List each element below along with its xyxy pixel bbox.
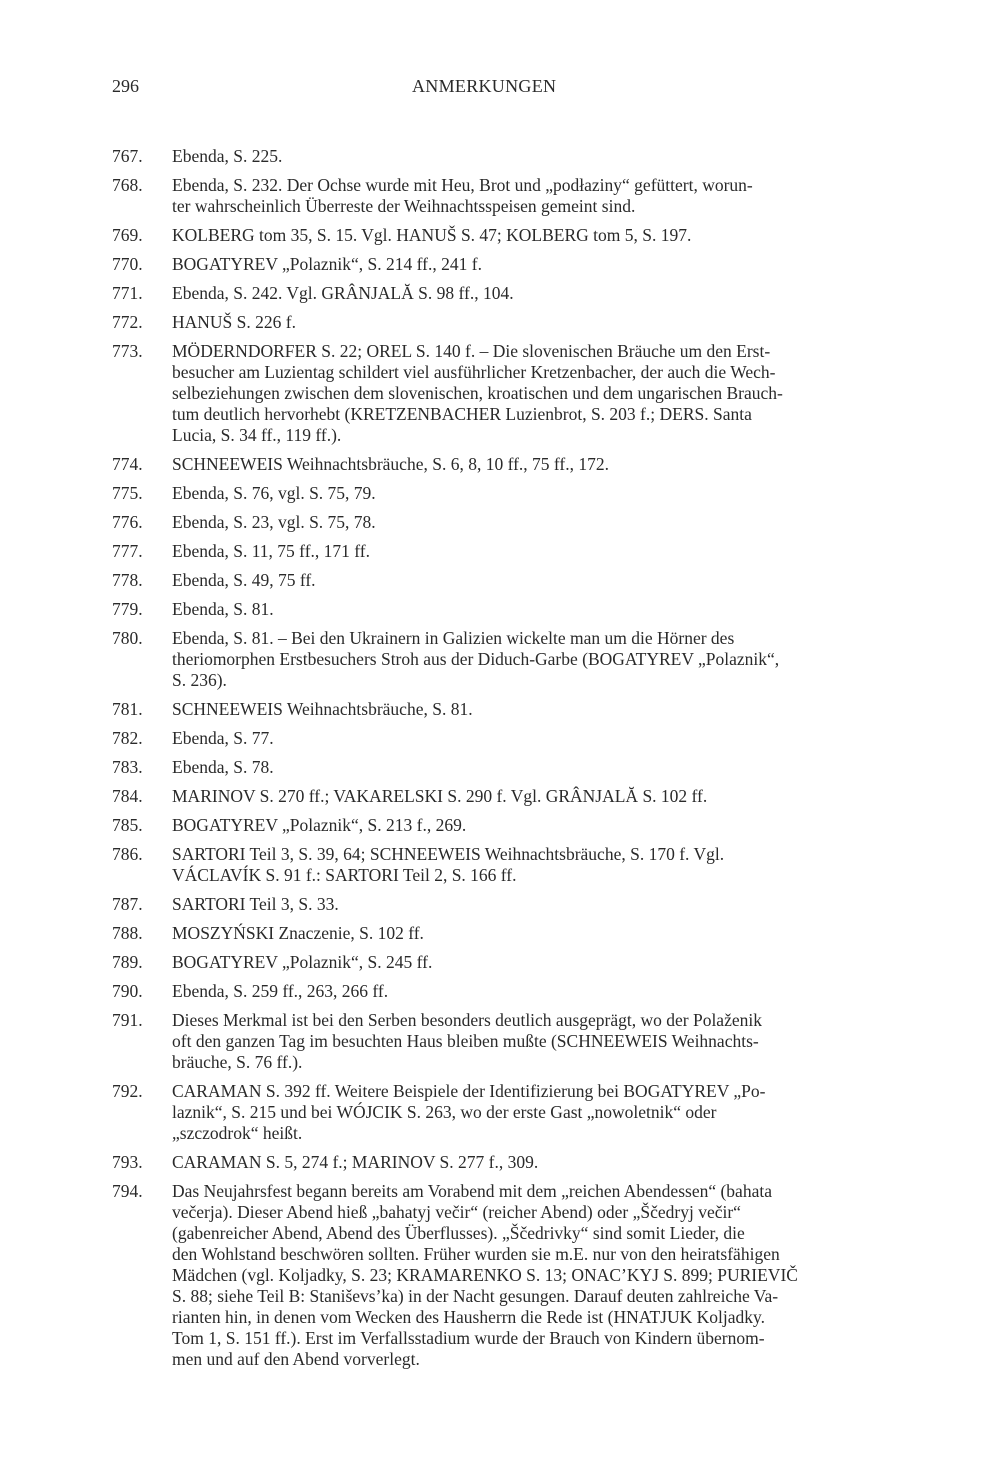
endnote-text-line: KOLBERG tom 35, S. 15. Vgl. HANUŠ S. 47; KOLBERG tom 5, S. 197.	[172, 225, 692, 245]
endnote-number: 769.	[112, 225, 143, 245]
endnote	[112, 1181, 902, 1370]
endnote-number: 773.	[112, 341, 143, 361]
endnote	[112, 254, 902, 275]
endnote	[112, 699, 902, 720]
endnote-text-line: Ebenda, S. 49, 75 ff.	[172, 570, 316, 590]
endnote-text-line: Ebenda, S. 76, vgl. S. 75, 79.	[172, 483, 376, 503]
endnote-text-line: SCHNEEWEIS Weihnachtsbräuche, S. 81.	[172, 699, 473, 719]
endnote	[112, 483, 902, 504]
endnote-number: 770.	[112, 254, 143, 274]
endnote	[112, 541, 902, 562]
endnote-number: 772.	[112, 312, 143, 332]
endnote-text-line: BOGATYREV „Polaznik“, S. 213 f., 269.	[172, 815, 467, 835]
endnote-number: 783.	[112, 757, 143, 777]
endnote-number: 794.	[112, 1181, 143, 1201]
endnote-text-line: den Wohlstand beschwören sollten. Früher wurden sie m.E. nur von den heiratsfähigen	[172, 1244, 780, 1264]
endnote-number: 776.	[112, 512, 143, 532]
endnote-text-line: Ebenda, S. 81. – Bei den Ukrainern in Galizien wickelte man um die Hörner des	[172, 628, 735, 648]
endnote	[112, 512, 902, 533]
endnote-text-line: bräuche, S. 76 ff.).	[172, 1052, 303, 1072]
endnotes-list	[112, 146, 902, 1378]
endnote	[112, 225, 902, 246]
endnote-number: 767.	[112, 146, 143, 166]
endnote-text-line: theriomorphen Erstbesuchers Stroh aus der Diduch-Garbe (BOGATYREV „Polaznik“,	[172, 649, 780, 669]
endnote-text-line: MÖDERNDORFER S. 22; OREL S. 140 f. – Die slovenischen Bräuche um den Erst-	[172, 341, 771, 361]
endnote	[112, 923, 902, 944]
endnote-text-line: SARTORI Teil 3, S. 33.	[172, 894, 339, 914]
endnote-text-line: CARAMAN S. 392 ff. Weitere Beispiele der Identifizierung bei BOGATYREV „Po-	[172, 1081, 766, 1101]
endnote	[112, 757, 902, 778]
endnote-text-line: VÁCLAVÍK S. 91 f.: SARTORI Teil 2, S. 166 ff.	[172, 865, 517, 885]
endnote-text-line: besucher am Luzientag schildert viel ausführlicher Kretzenbacher, der auch die Wech-	[172, 362, 776, 382]
endnote-text-line: men und auf den Abend vorverlegt.	[172, 1349, 420, 1369]
endnote-text-line: BOGATYREV „Polaznik“, S. 214 ff., 241 f.	[172, 254, 482, 274]
endnote-text-line: Lucia, S. 34 ff., 119 ff.).	[172, 425, 342, 445]
endnote-text-line: Dieses Merkmal ist bei den Serben besonders deutlich ausgeprägt, wo der Polaženik	[172, 1010, 762, 1030]
endnote-text-line: Ebenda, S. 78.	[172, 757, 274, 777]
endnote	[112, 599, 902, 620]
endnote-number: 784.	[112, 786, 143, 806]
endnote-text-line: S. 236).	[172, 670, 227, 690]
page-header	[112, 76, 872, 102]
endnote-text-line: tum deutlich hervorhebt (KRETZENBACHER Luzienbrot, S. 203 f.; DERS. Santa	[172, 404, 752, 424]
endnote-text-line: Ebenda, S. 225.	[172, 146, 283, 166]
endnote	[112, 786, 902, 807]
endnote	[112, 146, 902, 167]
endnote-number: 768.	[112, 175, 143, 195]
endnote	[112, 628, 902, 691]
endnote-number: 793.	[112, 1152, 143, 1172]
endnote-number: 787.	[112, 894, 143, 914]
endnote-number: 782.	[112, 728, 143, 748]
endnote	[112, 1010, 902, 1073]
endnote-text-line: večerja). Dieser Abend hieß „bahatyj večir“ (reicher Abend) oder „Ščedryj večir“	[172, 1202, 741, 1222]
endnote	[112, 312, 902, 333]
endnote	[112, 341, 902, 446]
endnote	[112, 454, 902, 475]
endnote-number: 779.	[112, 599, 143, 619]
endnote-text-line: selbeziehungen zwischen dem slovenischen, kroatischen und dem ungarischen Brauch-	[172, 383, 783, 403]
endnote-number: 792.	[112, 1081, 143, 1101]
endnote-number: 771.	[112, 283, 143, 303]
page-number: 296	[112, 76, 139, 96]
endnote-number: 786.	[112, 844, 143, 864]
endnote	[112, 952, 902, 973]
endnote-number: 790.	[112, 981, 143, 1001]
endnote-text-line: SARTORI Teil 3, S. 39, 64; SCHNEEWEIS Weihnachtsbräuche, S. 170 f. Vgl.	[172, 844, 725, 864]
endnote	[112, 844, 902, 886]
endnote	[112, 175, 902, 217]
endnote-text-line: Das Neujahrsfest begann bereits am Vorabend mit dem „reichen Abendessen“ (bahata	[172, 1181, 772, 1201]
endnote-text-line: SCHNEEWEIS Weihnachtsbräuche, S. 6, 8, 10 ff., 75 ff., 172.	[172, 454, 610, 474]
endnote-text-line: BOGATYREV „Polaznik“, S. 245 ff.	[172, 952, 433, 972]
endnote-number: 781.	[112, 699, 143, 719]
endnote	[112, 815, 902, 836]
endnote-text-line: MOSZYŃSKI Znaczenie, S. 102 ff.	[172, 923, 424, 943]
endnote-text-line: Ebenda, S. 259 ff., 263, 266 ff.	[172, 981, 389, 1001]
endnote-text-line: Ebenda, S. 232. Der Ochse wurde mit Heu, Brot und „podłaziny“ gefüttert, worun-	[172, 175, 753, 195]
endnote-number: 777.	[112, 541, 143, 561]
endnote-number: 780.	[112, 628, 143, 648]
endnote	[112, 981, 902, 1002]
endnote-text-line: laznik“, S. 215 und bei WÓJCIK S. 263, wo der erste Gast „nowoletnik“ oder	[172, 1102, 717, 1122]
endnote	[112, 1152, 902, 1173]
endnote-text-line: Ebenda, S. 77.	[172, 728, 274, 748]
endnote-text-line: S. 88; siehe Teil B: Staniševs’ka) in der Nacht gesungen. Darauf deuten zahlreiche Va-	[172, 1286, 779, 1306]
endnote-number: 789.	[112, 952, 143, 972]
endnote-text-line: rianten hin, in denen vom Wecken des Hausherrn die Rede ist (HNATJUK Koljadky.	[172, 1307, 765, 1327]
endnote-text-line: Ebenda, S. 23, vgl. S. 75, 78.	[172, 512, 376, 532]
endnote	[112, 283, 902, 304]
endnote-number: 788.	[112, 923, 143, 943]
endnote	[112, 1081, 902, 1144]
endnote-text-line: MARINOV S. 270 ff.; VAKARELSKI S. 290 f. Vgl. GRÂNJALĂ S. 102 ff.	[172, 786, 708, 806]
endnote-text-line: (gabenreicher Abend, Abend des Überflusses). „Ščedrivky“ sind somit Lieder, die	[172, 1223, 745, 1243]
endnote-text-line: HANUŠ S. 226 f.	[172, 312, 296, 332]
endnote	[112, 894, 902, 915]
endnote-text-line: Ebenda, S. 11, 75 ff., 171 ff.	[172, 541, 370, 561]
endnote-text-line: Tom 1, S. 151 ff.). Erst im Verfallsstadium wurde der Brauch von Kindern übernom-	[172, 1328, 765, 1348]
endnote-number: 791.	[112, 1010, 143, 1030]
endnote-number: 775.	[112, 483, 143, 503]
endnote-text-line: Ebenda, S. 242. Vgl. GRÂNJALĂ S. 98 ff., 104.	[172, 283, 514, 303]
endnote	[112, 728, 902, 749]
endnote-text-line: ter wahrscheinlich Überreste der Weihnachtsspeisen gemeint sind.	[172, 196, 636, 216]
endnote	[112, 570, 902, 591]
endnote-text-line: oft den ganzen Tag im besuchten Haus bleiben mußte (SCHNEEWEIS Weihnachts-	[172, 1031, 759, 1051]
endnote-text-line: „szczodrok“ heißt.	[172, 1123, 303, 1143]
endnote-number: 774.	[112, 454, 143, 474]
endnote-text-line: CARAMAN S. 5, 274 f.; MARINOV S. 277 f., 309.	[172, 1152, 539, 1172]
endnote-number: 785.	[112, 815, 143, 835]
endnote-number: 778.	[112, 570, 143, 590]
endnote-text-line: Mädchen (vgl. Koljadky, S. 23; KRAMARENKO S. 13; ONAC’KYJ S. 899; PURIEVIČ	[172, 1265, 798, 1285]
endnote-text-line: Ebenda, S. 81.	[172, 599, 274, 619]
running-head: ANMERKUNGEN	[412, 76, 557, 96]
